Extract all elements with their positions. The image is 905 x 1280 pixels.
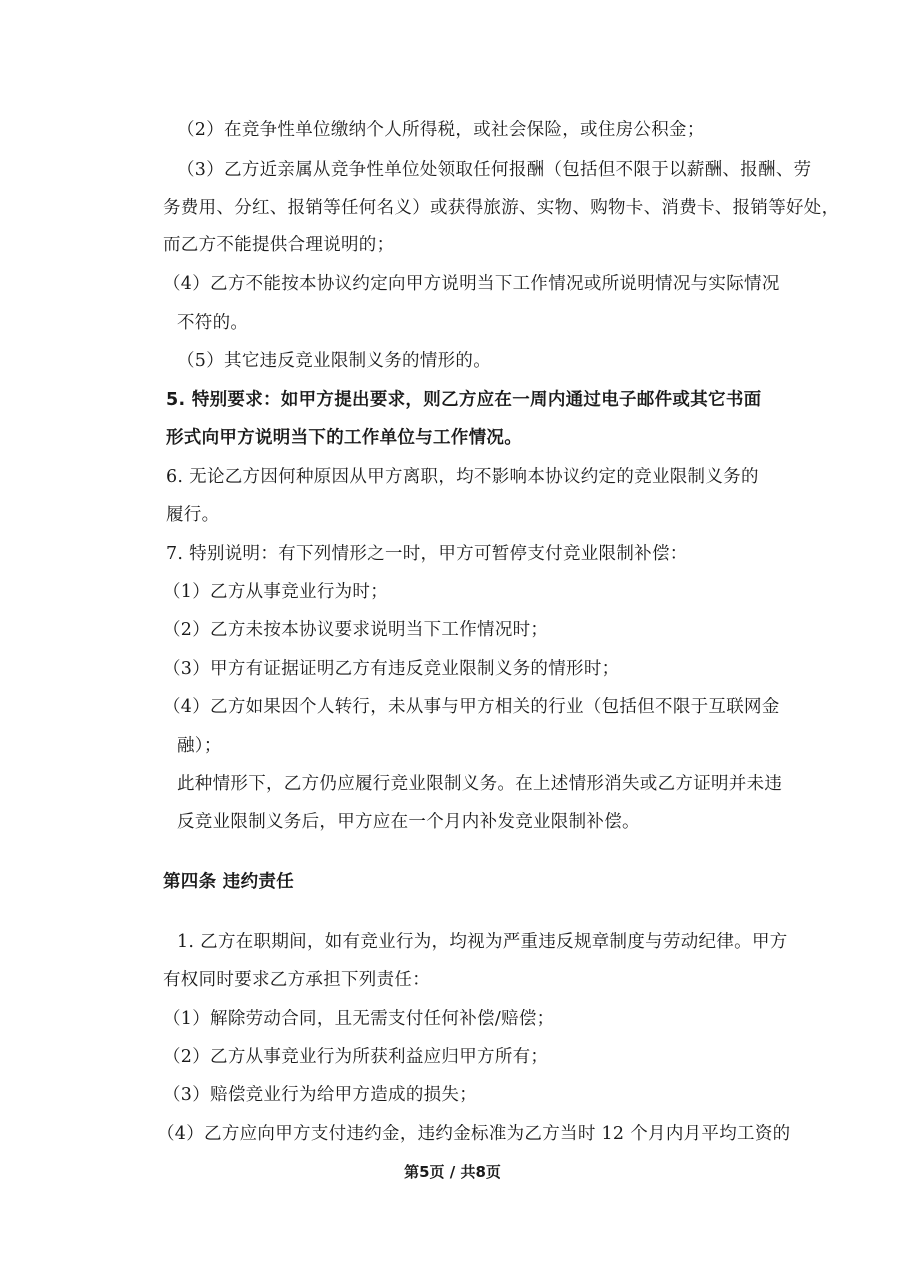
paragraph-line: （3）甲方有证据证明乙方有违反竞业限制义务的情形时； [163, 659, 620, 679]
paragraph-line: 1. 乙方在职期间，如有竞业行为，均视为严重违反规章制度与劳动纪律。甲方 [177, 932, 788, 952]
paragraph-line: （4）乙方应向甲方支付违约金，违约金标准为乙方当时 12 个月内月平均工资的 [157, 1124, 791, 1144]
paragraph-line: （2）乙方从事竞业行为所获利益应归甲方所有； [163, 1047, 549, 1067]
paragraph-line: 履行。 [166, 505, 220, 525]
paragraph-line: 6. 无论乙方因何种原因从甲方离职，均不影响本协议约定的竞业限制义务的 [166, 467, 759, 487]
paragraph-line: （2）乙方未按本协议要求说明当下工作情况时； [163, 620, 549, 640]
page-number-footer: 第5页 / 共8页 [404, 1163, 501, 1181]
paragraph-line: （5）其它违反竞业限制义务的情形的。 [177, 351, 492, 371]
paragraph-line: 不符的。 [177, 313, 249, 333]
paragraph-line: （2）在竞争性单位缴纳个人所得税，或社会保险，或住房公积金； [177, 120, 705, 140]
section-heading: 第四条 违约责任 [163, 872, 294, 892]
paragraph-line: （1）解除劳动合同，且无需支付任何补偿/赔偿； [163, 1009, 555, 1029]
paragraph-line: 有权同时要求乙方承担下列责任： [163, 970, 430, 990]
paragraph-line: （3）乙方近亲属从竞争性单位处领取任何报酬（包括但不限于以薪酬、报酬、劳 [177, 160, 812, 180]
paragraph-line: （3）赔偿竞业行为给甲方造成的损失； [163, 1085, 478, 1105]
paragraph-line: （4）乙方如果因个人转行，未从事与甲方相关的行业（包括但不限于互联网金 [163, 697, 780, 717]
paragraph-line: 7. 特别说明：有下列情形之一时，甲方可暂停支付竞业限制补偿： [166, 544, 688, 564]
paragraph-line: 反竞业限制义务后，甲方应在一个月内补发竞业限制补偿。 [177, 812, 640, 832]
paragraph-line: 而乙方不能提供合理说明的； [163, 235, 395, 255]
paragraph-line: （4）乙方不能按本协议约定向甲方说明当下工作情况或所说明情况与实际情况 [163, 274, 780, 294]
paragraph-line: 此种情形下，乙方仍应履行竞业限制义务。在上述情形消失或乙方证明并未违 [177, 774, 783, 794]
paragraph-line: 融）； [177, 736, 222, 756]
special-requirement-line: 形式向甲方说明当下的工作单位与工作情况。 [166, 428, 522, 448]
paragraph-line: （1）乙方从事竞业行为时； [163, 582, 389, 602]
paragraph-line: 务费用、分红、报销等任何名义）或获得旅游、实物、购物卡、消费卡、报销等好处， [163, 198, 840, 218]
special-requirement-line: 5. 特别要求：如甲方提出要求，则乙方应在一周内通过电子邮件或其它书面 [166, 390, 762, 410]
